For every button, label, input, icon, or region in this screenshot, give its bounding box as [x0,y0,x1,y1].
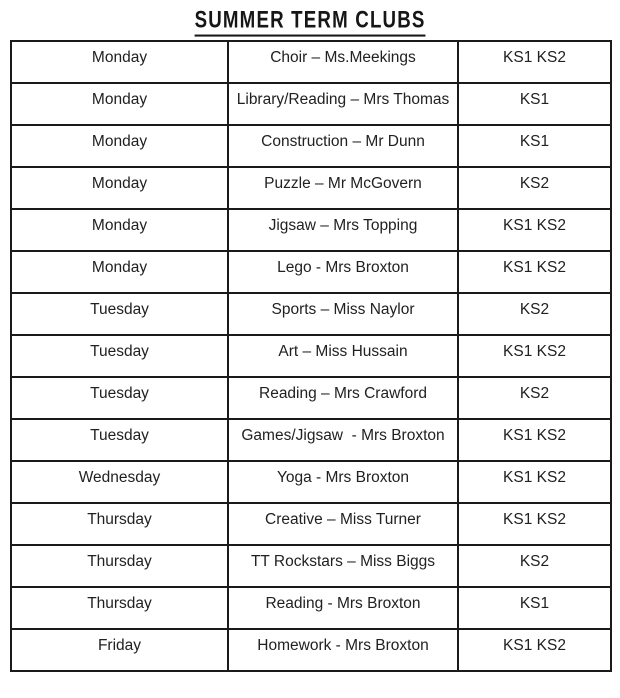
club-cell: Library/Reading – Mrs Thomas [228,83,458,125]
keystage-cell: KS1 KS2 [458,41,611,83]
keystage-cell: KS1 KS2 [458,209,611,251]
table-row [11,419,611,461]
day-cell: Monday [11,167,228,209]
page-title: SUMMER TERM CLUBS [194,7,425,37]
table-row [11,335,611,377]
day-cell: Monday [11,251,228,293]
keystage-cell: KS1 KS2 [458,503,611,545]
club-cell: Jigsaw – Mrs Topping [228,209,458,251]
club-cell: Reading – Mrs Crawford [228,377,458,419]
day-cell: Tuesday [11,335,228,377]
keystage-cell: KS1 KS2 [458,461,611,503]
keystage-cell: KS2 [458,167,611,209]
day-cell: Thursday [11,545,228,587]
clubs-table [10,40,612,672]
day-cell: Tuesday [11,419,228,461]
day-cell: Friday [11,629,228,671]
clubs-table-body [11,41,611,671]
keystage-cell: KS2 [458,377,611,419]
keystage-cell: KS1 [458,83,611,125]
club-cell: Puzzle – Mr McGovern [228,167,458,209]
table-row [11,293,611,335]
club-cell: Lego - Mrs Broxton [228,251,458,293]
table-row [11,587,611,629]
table-row [11,41,611,83]
keystage-cell: KS1 KS2 [458,251,611,293]
club-cell: Choir – Ms.Meekings [228,41,458,83]
day-cell: Wednesday [11,461,228,503]
day-cell: Thursday [11,587,228,629]
club-cell: Construction – Mr Dunn [228,125,458,167]
keystage-cell: KS1 KS2 [458,629,611,671]
keystage-cell: KS2 [458,293,611,335]
club-cell: Games/Jigsaw - Mrs Broxton [228,419,458,461]
day-cell: Monday [11,125,228,167]
day-cell: Monday [11,83,228,125]
club-cell: Sports – Miss Naylor [228,293,458,335]
keystage-cell: KS2 [458,545,611,587]
club-cell: Yoga - Mrs Broxton [228,461,458,503]
keystage-cell: KS1 [458,125,611,167]
day-cell: Tuesday [11,293,228,335]
title-container [0,0,620,40]
club-cell: Art – Miss Hussain [228,335,458,377]
table-row [11,251,611,293]
table-row [11,545,611,587]
keystage-cell: KS1 KS2 [458,419,611,461]
table-row [11,461,611,503]
table-row [11,377,611,419]
table-row [11,629,611,671]
club-cell: Creative – Miss Turner [228,503,458,545]
club-cell: Reading - Mrs Broxton [228,587,458,629]
table-row [11,125,611,167]
day-cell: Monday [11,209,228,251]
table-row [11,209,611,251]
day-cell: Monday [11,41,228,83]
table-row [11,167,611,209]
club-cell: Homework - Mrs Broxton [228,629,458,671]
day-cell: Thursday [11,503,228,545]
table-row [11,503,611,545]
club-cell: TT Rockstars – Miss Biggs [228,545,458,587]
table-row [11,83,611,125]
keystage-cell: KS1 [458,587,611,629]
keystage-cell: KS1 KS2 [458,335,611,377]
day-cell: Tuesday [11,377,228,419]
